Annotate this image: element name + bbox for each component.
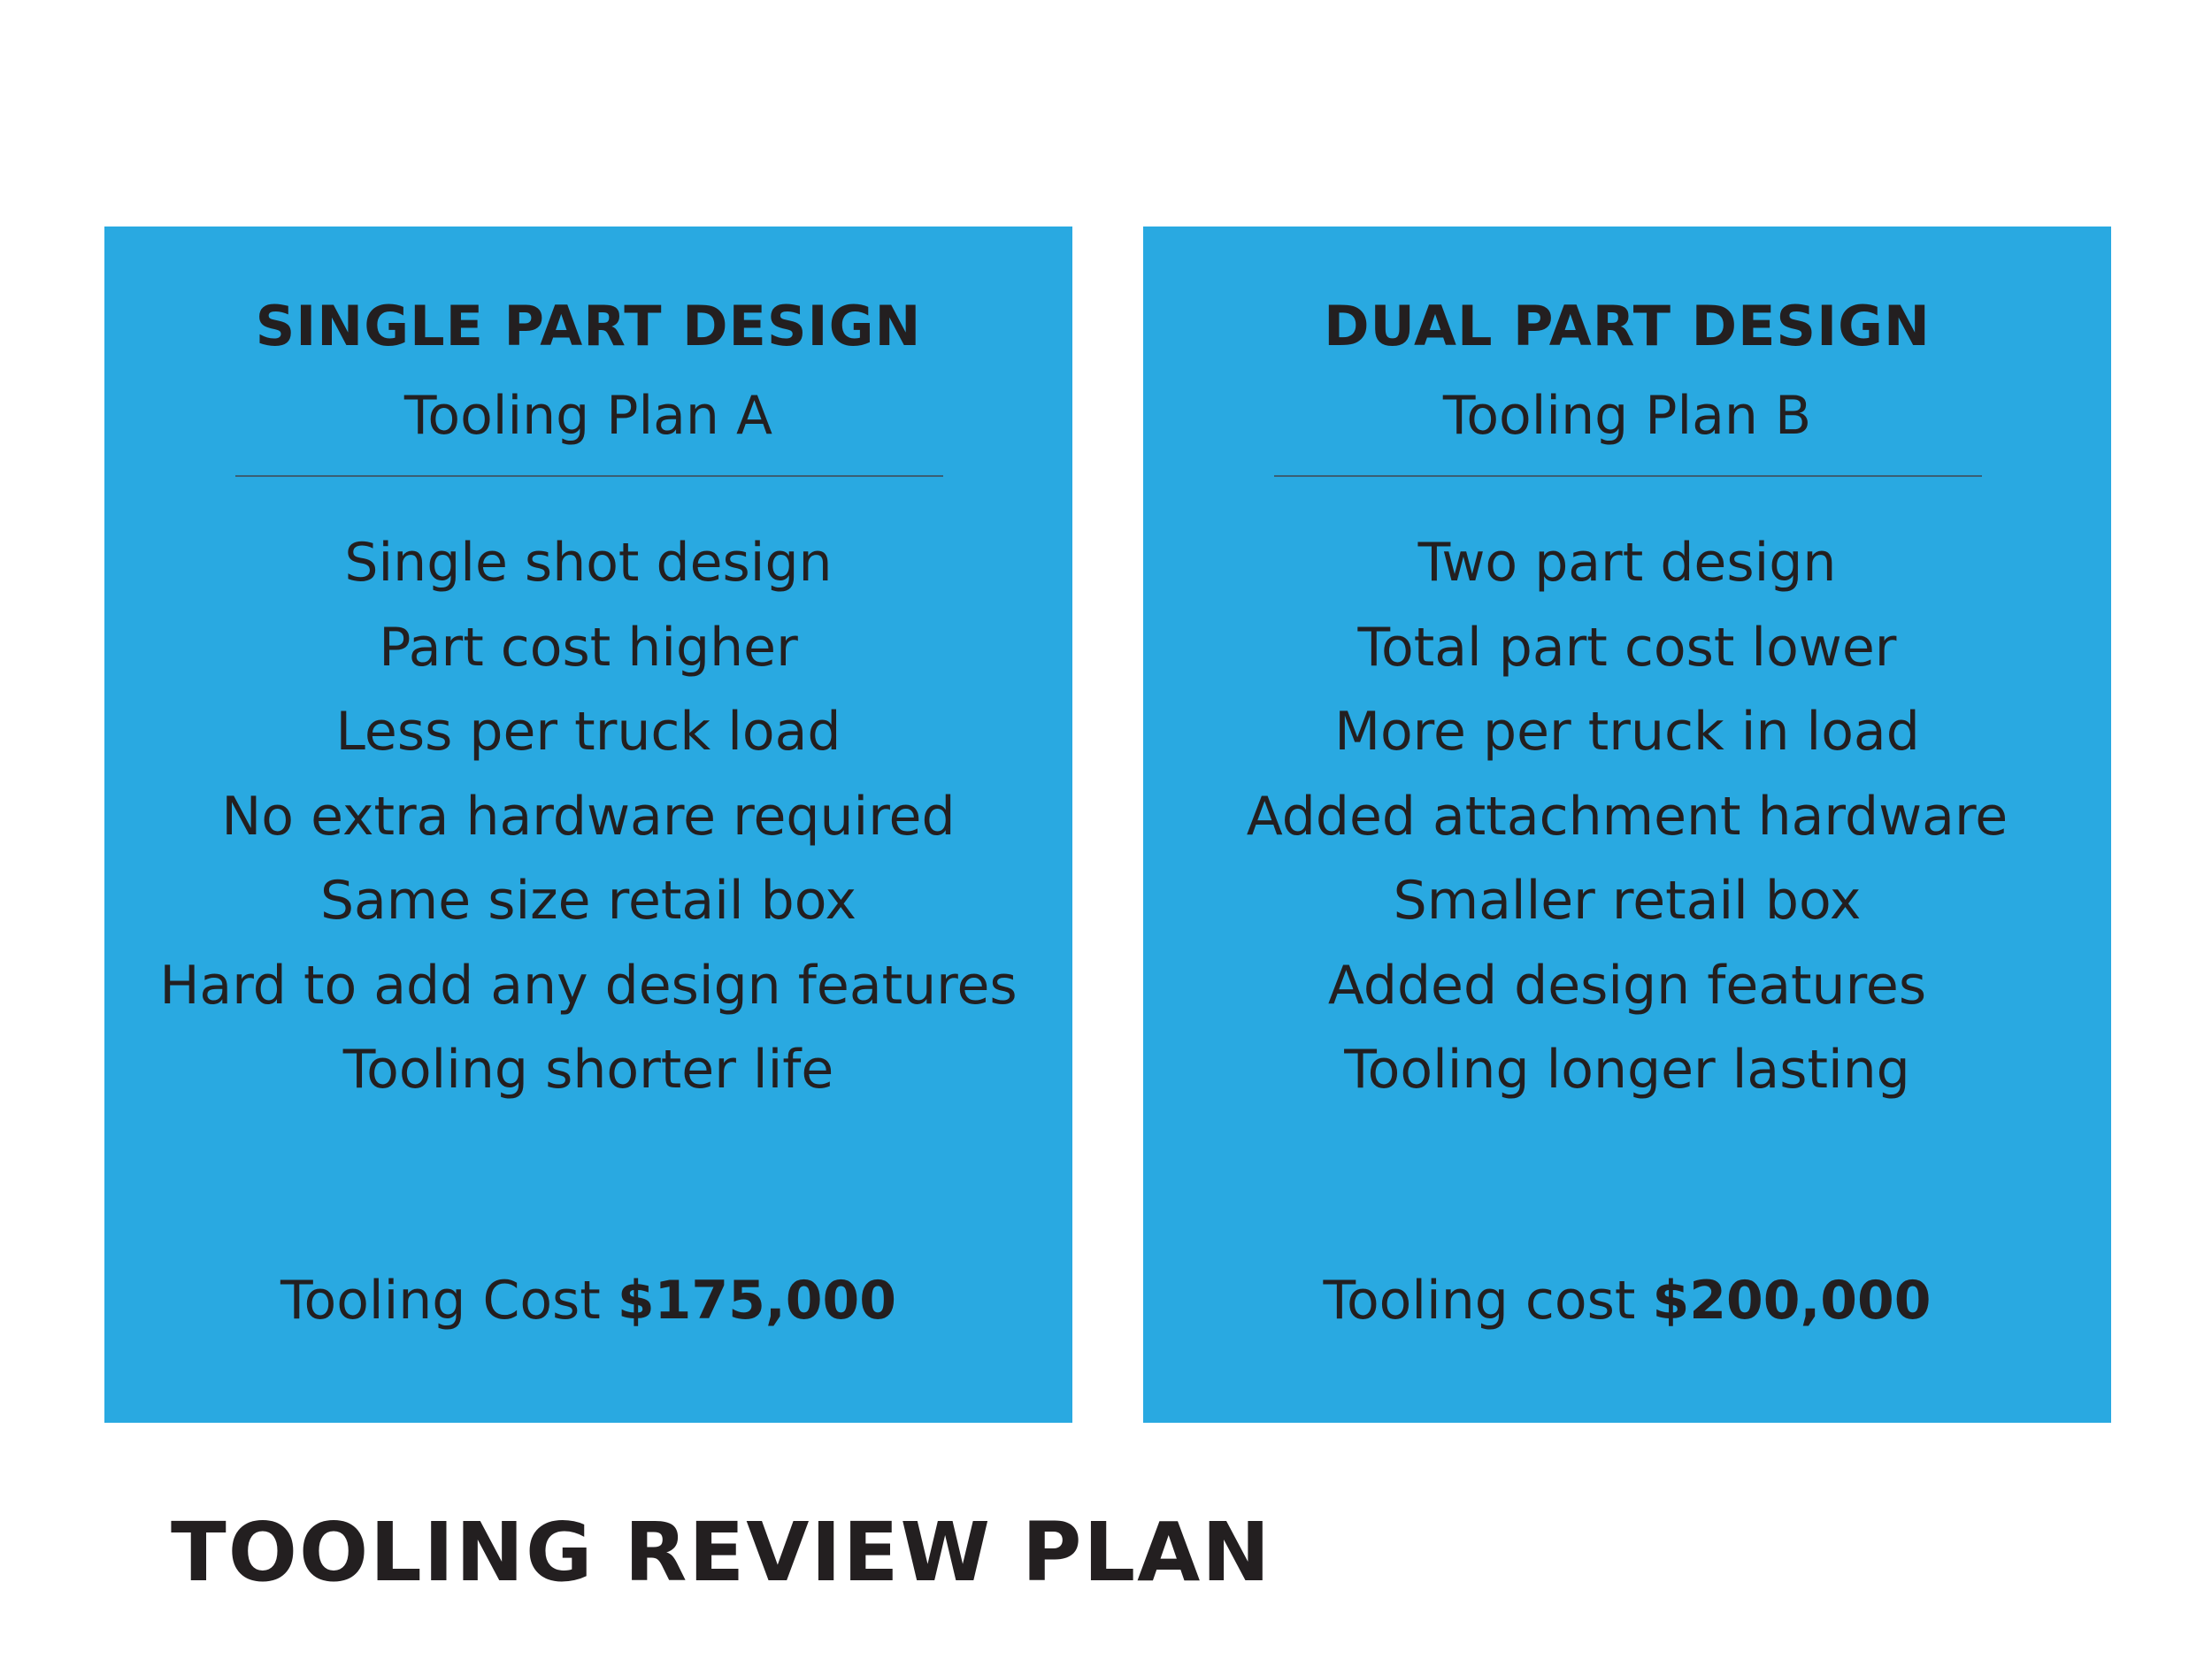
list-item: Smaller retail box bbox=[1393, 870, 1862, 932]
list-item: Added design features bbox=[1327, 954, 1927, 1017]
list-item: Single shot design bbox=[344, 532, 833, 594]
plan-b-title: DUAL PART DESIGN bbox=[1324, 294, 1931, 358]
list-item: Added attachment hardware bbox=[1246, 785, 2008, 848]
list-item: Less per truck load bbox=[335, 701, 841, 763]
list-item: Hard to add any design features bbox=[159, 954, 1018, 1017]
plan-a-feature-list bbox=[104, 527, 1072, 1119]
plan-b-cost-value: $200,000 bbox=[1652, 1270, 1932, 1332]
plan-b-feature-list bbox=[1143, 527, 2111, 1119]
plan-a-cost-value: $175,000 bbox=[617, 1270, 896, 1332]
plan-b-card bbox=[1143, 227, 2111, 1423]
plan-a-cost bbox=[104, 1265, 1072, 1336]
plan-b-divider bbox=[1274, 475, 1982, 477]
plan-a-subtitle: Tooling Plan A bbox=[403, 385, 773, 447]
list-item: Total part cost lower bbox=[1357, 616, 1897, 679]
page-title: TOOLING REVIEW PLAN bbox=[171, 1505, 1272, 1600]
plan-a-card bbox=[104, 227, 1072, 1423]
list-item: Same size retail box bbox=[319, 870, 857, 932]
plan-b-cost bbox=[1143, 1265, 2111, 1336]
list-item: Tooling longer lasting bbox=[1344, 1039, 1910, 1101]
plan-b-subtitle: Tooling Plan B bbox=[1442, 385, 1812, 447]
list-item: Two part design bbox=[1417, 532, 1837, 594]
list-item: Tooling shorter life bbox=[342, 1039, 834, 1101]
plan-a-cost-label: Tooling Cost bbox=[280, 1270, 601, 1332]
plan-a-title: SINGLE PART DESIGN bbox=[255, 294, 922, 358]
list-item: No extra hardware required bbox=[221, 785, 956, 848]
plan-b-cost-label: Tooling cost bbox=[1323, 1270, 1636, 1332]
list-item: Part cost higher bbox=[379, 616, 798, 679]
list-item: More per truck in load bbox=[1334, 701, 1920, 763]
plan-a-divider bbox=[235, 475, 943, 477]
